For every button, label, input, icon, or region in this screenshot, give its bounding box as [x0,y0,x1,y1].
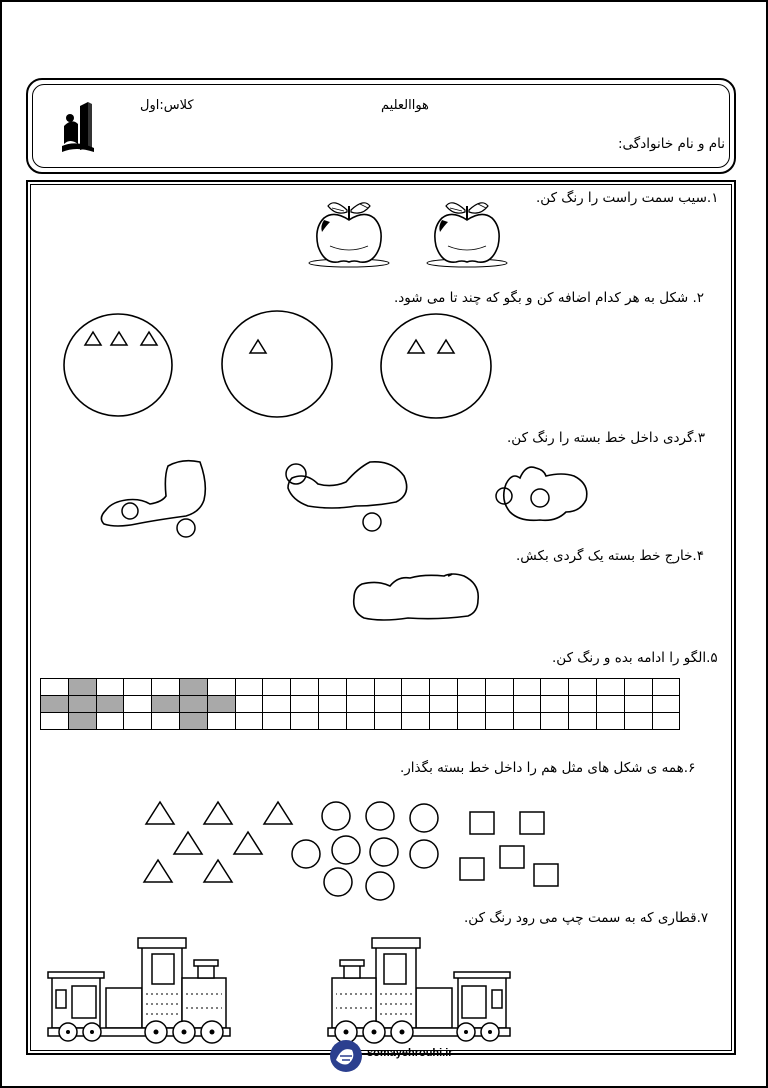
q2-circle-3-triangles [64,314,172,416]
pattern-grid-cell[interactable] [485,679,513,696]
pattern-grid-cell[interactable] [374,696,402,713]
school-title: هواالعلیم [381,98,429,113]
q2-circles-group [60,312,500,422]
pattern-grid-row [41,679,680,696]
name-label: نام و نام خانوادگی: [618,136,726,152]
pattern-grid-cell[interactable] [513,696,541,713]
q6-circles [292,802,438,900]
pattern-grid-cell[interactable] [318,679,346,696]
pattern-grid-cell[interactable] [68,713,96,730]
pattern-grid-cell[interactable] [402,713,430,730]
pattern-grid-cell[interactable] [346,679,374,696]
school-logo-icon [58,100,98,156]
q4-closed-shape [348,570,488,626]
q2-circle-1-triangle [222,311,332,417]
pattern-grid-cell[interactable] [569,679,597,696]
pattern-grid-cell[interactable] [596,679,624,696]
pattern-grid-cell[interactable] [652,679,680,696]
pattern-grid-cell[interactable] [207,679,235,696]
pattern-grid-cell[interactable] [541,713,569,730]
pattern-grid-cell[interactable] [596,713,624,730]
pattern-grid-cell[interactable] [291,696,319,713]
question-3-text: ۳.گردی داخل خط بسته را رنگ کن. [507,430,705,446]
pattern-grid-cell[interactable] [152,679,180,696]
q3-shape-left [101,461,205,537]
pattern-grid-cell[interactable] [291,713,319,730]
watermark-logo-icon [326,1038,366,1074]
pattern-grid-cell[interactable] [541,696,569,713]
pattern-grid-cell[interactable] [346,696,374,713]
pattern-grid-cell[interactable] [179,679,207,696]
pattern-grid-cell[interactable] [652,713,680,730]
q3-shape-right [496,467,587,520]
pattern-grid-cell[interactable] [374,679,402,696]
pattern-grid-cell[interactable] [124,696,152,713]
question-7-text: ۷.قطاری که به سمت چپ می رود رنگ کن. [464,910,709,926]
pattern-grid-cell[interactable] [374,713,402,730]
pattern-grid-cell[interactable] [263,696,291,713]
pattern-grid-cell[interactable] [513,679,541,696]
q6-squares [460,812,558,886]
pattern-grid-cell[interactable] [318,713,346,730]
pattern-grid-cell[interactable] [485,696,513,713]
pattern-grid-cell[interactable] [569,696,597,713]
pattern-grid-cell[interactable] [457,696,485,713]
q3-shapes-group [96,454,596,540]
pattern-grid-cell[interactable] [152,713,180,730]
train-left-facing-icon [312,934,512,1046]
pattern-grid-cell[interactable] [402,696,430,713]
q6-triangles [144,802,292,882]
pattern-grid-cell[interactable] [569,713,597,730]
train-right-facing-icon [46,934,246,1046]
pattern-grid-cell[interactable] [152,696,180,713]
pattern-grid-cell[interactable] [263,679,291,696]
apple-left-icon [308,196,390,272]
pattern-grid-cell[interactable] [430,679,458,696]
header-inner-frame [32,84,730,168]
pattern-grid-cell[interactable] [318,696,346,713]
pattern-grid-cell[interactable] [179,696,207,713]
pattern-grid-cell[interactable] [652,696,680,713]
pattern-grid-cell[interactable] [485,713,513,730]
pattern-grid-cell[interactable] [402,679,430,696]
pattern-grid-cell[interactable] [179,713,207,730]
pattern-grid-cell[interactable] [235,713,263,730]
pattern-grid-cell[interactable] [430,713,458,730]
q6-shapes-group [140,796,566,906]
pattern-grid[interactable] [40,678,680,730]
pattern-grid-cell[interactable] [457,679,485,696]
pattern-grid-cell[interactable] [96,679,124,696]
question-6-text: ۶.همه ی شکل های مثل هم را داخل خط بسته بگذار. [400,760,696,776]
pattern-grid-cell[interactable] [96,696,124,713]
question-4-text: ۴.خارج خط بسته یک گردی بکش. [516,548,704,564]
question-5-text: ۵.الگو را ادامه بده و رنگ کن. [552,650,718,666]
pattern-grid-cell[interactable] [513,713,541,730]
question-1-text: ۱.سیب سمت راست را رنگ کن. [536,190,719,206]
pattern-grid-cell[interactable] [207,696,235,713]
question-2-text: ۲. شکل به هر کدام اضافه کن و بگو که چند تا می شود. [394,290,705,306]
pattern-grid-row [41,696,680,713]
pattern-grid-cell[interactable] [624,713,652,730]
pattern-grid-cell[interactable] [68,679,96,696]
pattern-grid-cell[interactable] [96,713,124,730]
pattern-grid-cell[interactable] [124,713,152,730]
pattern-grid-cell[interactable] [346,713,374,730]
pattern-grid-cell[interactable] [207,713,235,730]
pattern-grid-cell[interactable] [68,696,96,713]
pattern-grid-cell[interactable] [235,696,263,713]
pattern-grid-cell[interactable] [41,696,69,713]
class-label: کلاس:اول [140,98,194,113]
footer-website[interactable]: somayehrouhi.ir [367,1047,453,1059]
pattern-grid-cell[interactable] [235,679,263,696]
pattern-grid-cell[interactable] [596,696,624,713]
pattern-grid-cell[interactable] [457,713,485,730]
apple-right-icon [426,196,508,272]
pattern-grid-row [41,713,680,730]
pattern-grid-cell[interactable] [541,679,569,696]
q3-shape-middle [286,462,407,531]
q2-circle-2-triangles [381,314,491,418]
pattern-grid-cell[interactable] [430,696,458,713]
pattern-grid-cell[interactable] [263,713,291,730]
pattern-grid-cell[interactable] [41,679,69,696]
pattern-grid-cell[interactable] [624,696,652,713]
pattern-grid-cell[interactable] [124,679,152,696]
pattern-grid-cell[interactable] [291,679,319,696]
pattern-grid-cell[interactable] [41,713,69,730]
pattern-grid-cell[interactable] [624,679,652,696]
